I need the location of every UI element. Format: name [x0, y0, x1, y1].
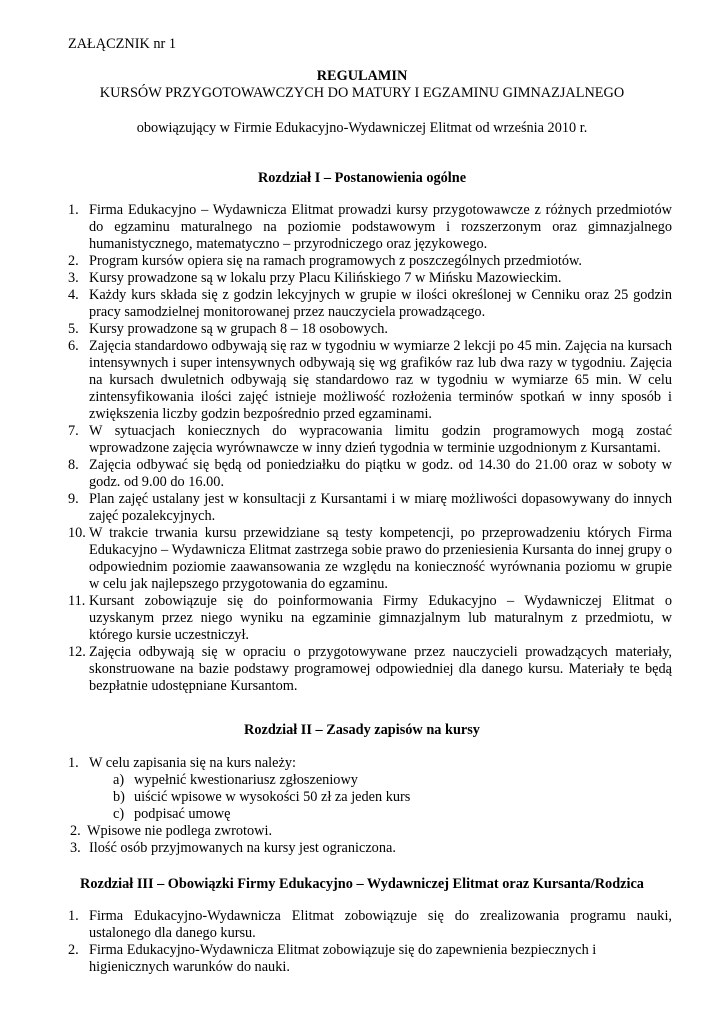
document-subtitle: KURSÓW PRZYGOTOWAWCZYCH DO MATURY I EGZAMINU GIMNAZJALNEGO [99, 85, 625, 101]
chapter-3-heading: Rozdział III – Obowiązki Firmy Edukacyjno – Wydawniczej Elitmat oraz Kursanta/Rodzica [80, 876, 644, 892]
list-item: 3. Kursy prowadzone są w lokalu przy Placu Kilińskiego 7 w Mińsku Mazowieckim. [68, 270, 562, 286]
list-item: 12. Zajęcia odbywają się w opraciu o przygotowywane przez nauczycieli prowadzących materiały, skonstruowane na bazie podstawy programowej odpowiedniej dla danego kursu. Materiały te będą bezpłatnie udostępniane Kursantom. [68, 644, 672, 694]
chapter-2-list [68, 755, 672, 857]
list-item: 6. Zajęcia standardowo odbywają się raz w tygodniu w wymiarze 2 lekcji po 45 min. Zajęcia na kursach intensywnych i super intensywnych odbywają się wg grafików raz lub dwa razy w tygodniu. Zajęcia na kursach dwuletnich odbywają się standardowo raz w tygodniu w wymiarze 65 min. W celu zintensyfikowania ilości zajęć istnieje możliwość rozłożenia terminów spotkań w inny sposób i zwiększenia liczby godzin bezpośrednio przed egzaminami. [68, 338, 672, 422]
chapter-1-list [68, 202, 672, 695]
chapter-3-list [68, 908, 672, 976]
list-item: 11. Kursant zobowiązuje się do poinformowania Firmy Edukacyjno – Wydawniczej Elitmat o uzyskanym przez niego wyniku na egzaminie gimnazjalnym lub maturalnym z przedmiotu, w którego kursie uczestniczył. [68, 593, 672, 643]
list-item: 5. Kursy prowadzone są w grupach 8 – 18 osobowych. [68, 321, 388, 337]
list-item: 2. Wpisowe nie podlega zwrotowi. [70, 823, 273, 839]
list-item: 2. Program kursów opiera się na ramach programowych z poszczególnych przedmiotów. [68, 253, 582, 269]
list-item: 1. W celu zapisania się na kurs należy: a) wypełnić kwestionariusz zgłoszeniowy b) uiścić wpisowe w wysokości 50 zł za jeden kurs c) podpisać umowę [68, 755, 672, 823]
sub-list [89, 772, 672, 823]
sub-list-item: b) uiścić wpisowe w wysokości 50 zł za jeden kurs [113, 789, 411, 805]
list-item: 4. Każdy kurs składa się z godzin lekcyjnych w grupie w ilości określonej w Cenniku oraz 25 godzin pracy samodzielnej monitorowanej przez nauczyciela prowadzącego. [68, 287, 672, 320]
list-item: 1. Firma Edukacyjno – Wydawnicza Elitmat prowadzi kursy przygotowawcze z różnych przedmiotów do egzaminu maturalnego na poziomie podstawowym i rozszerzonym oraz gimnazjalnego humanistycznego, matematyczno – przyrodniczego oraz językowego. [68, 202, 672, 252]
document-title: REGULAMIN [316, 68, 408, 84]
list-item: 10. W trakcie trwania kursu przewidziane są testy kompetencji, po przeprowadzeniu których Firma Edukacyjno – Wydawnicza Elitmat zastrzega sobie prawo do przeniesienia Kursanta do innej grupy o odpowiednim poziomie zaawansowania ze względu na konieczność wyrównania poziomu w grupie w celu jak najlepszego przygotowania do egzaminu. [68, 525, 672, 592]
validity-statement: obowiązujący w Firmie Edukacyjno-Wydawniczej Elitmat od września 2010 r. [136, 120, 588, 136]
annex-label: ZAŁĄCZNIK nr 1 [68, 36, 177, 52]
list-item: 8. Zajęcia odbywać się będą od poniedziałku do piątku w godz. od 14.30 do 21.00 oraz w soboty w godz. od 9.00 do 16.00. [68, 457, 672, 490]
sub-list-item: a) wypełnić kwestionariusz zgłoszeniowy [113, 772, 358, 788]
list-item: 3. Ilość osób przyjmowanych na kursy jest ograniczona. [70, 840, 396, 856]
list-item: 7. W sytuacjach koniecznych do wypracowania limitu godzin programowych mogą zostać wprowadzone zajęcia wyrównawcze w inny dzień tygodnia w terminie uzgodnionym z Kursantami. [68, 423, 672, 456]
sub-list-item: c) podpisać umowę [113, 806, 231, 822]
list-item: 1. Firma Edukacyjno-Wydawnicza Elitmat zobowiązuje się do zrealizowania programu nauki, ustalonego dla danego kursu. [68, 908, 672, 941]
list-item: 2. Firma Edukacyjno-Wydawnicza Elitmat zobowiązuje się do zapewnienia bezpiecznych i higienicznych warunków do nauki. [68, 942, 597, 975]
chapter-2-heading: Rozdział II – Zasady zapisów na kursy [244, 722, 480, 738]
chapter-1-heading: Rozdział I – Postanowienia ogólne [257, 170, 467, 186]
list-item: 9. Plan zajęć ustalany jest w konsultacji z Kursantami i w miarę możliwości dopasowywany do innych zajęć pozalekcyjnych. [68, 491, 672, 524]
